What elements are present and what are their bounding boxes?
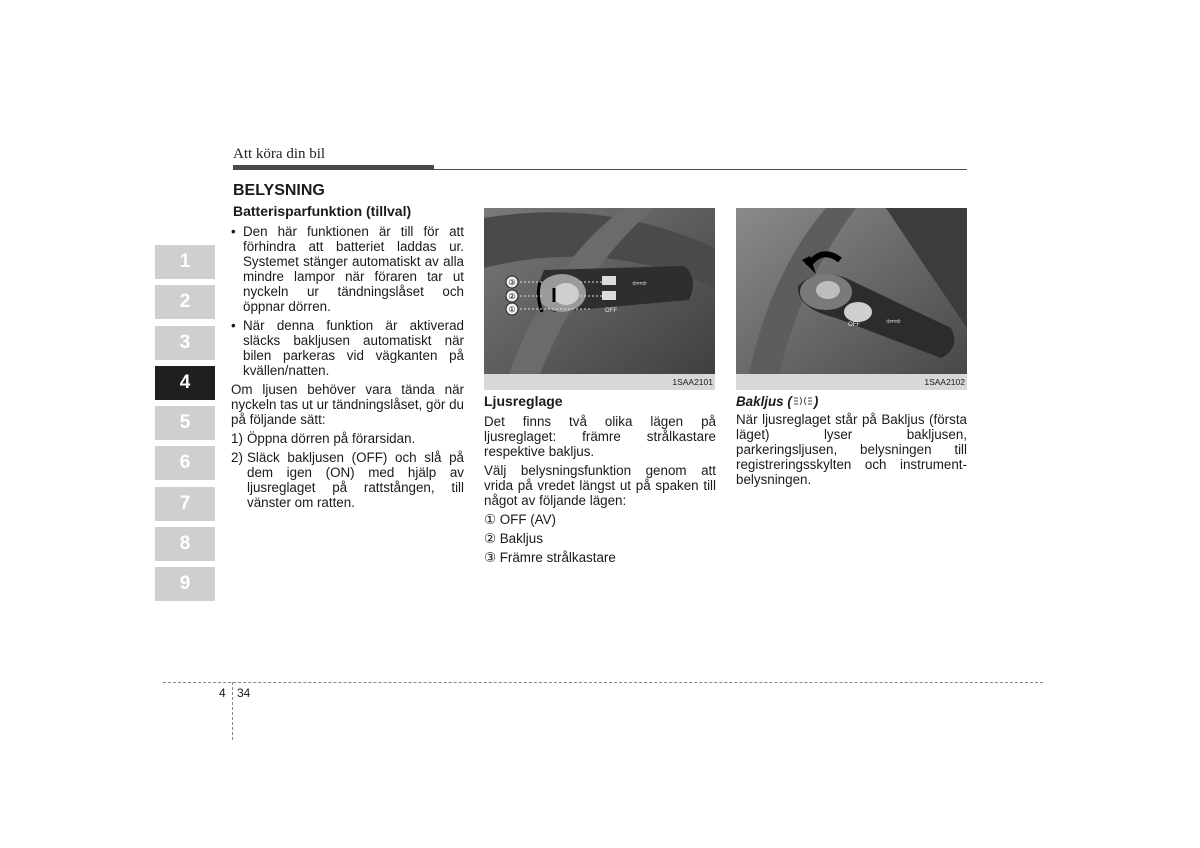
svg-text:⇦⇨: ⇦⇨	[886, 316, 902, 326]
light-switch-title: Ljusreglage	[484, 393, 563, 409]
header-rule	[434, 169, 967, 170]
intro-paragraph: Om ljusen behöver vara tända när nyckeln tas ut ur tändningslåset, gör du på följande sätt:	[231, 382, 464, 427]
chapter-tab-5[interactable]: 5	[155, 406, 215, 440]
tail-light-illustration	[736, 208, 967, 390]
step-item	[231, 431, 464, 446]
step-text: Öppna dörren på förarsidan.	[247, 431, 416, 446]
bullet-text: Den här funktionen är till för att förhindra att batteriet laddas ur. Systemet stänger automatiskt av alla mindre lampor när föraren tar ut nyckeln ur tändningslåset och öppnar dörren.	[243, 224, 464, 314]
chapter-tab-6[interactable]: 6	[155, 446, 215, 480]
footer-rule	[163, 682, 1043, 683]
figure-code: 1SAA2101	[484, 374, 715, 390]
chapter-tabs	[155, 245, 215, 608]
chapter-tab-3[interactable]: 3	[155, 326, 215, 360]
paragraph: Det finns två olika lägen på ljusreglaget: främre strålkastare respektive bakljus.	[484, 414, 716, 459]
light-switch-illustration	[484, 208, 715, 390]
position-2-label: ②	[508, 292, 516, 301]
running-header: Att köra din bil	[233, 146, 326, 162]
light-switch-figure	[484, 208, 715, 390]
position-1-label: ①	[508, 305, 516, 314]
paragraph: När ljusreglaget står på Bakljus (första läget) lyser bakljusen, parkeringsljusen, belysningen till registreringsskylten och instrumentbelysningen.	[736, 412, 967, 487]
bullet-mark: •	[231, 224, 236, 239]
battery-saver-title: Batterisparfunktion (tillval)	[233, 203, 412, 219]
bullet-mark: •	[231, 318, 236, 333]
svg-text:⇦⇨: ⇦⇨	[632, 278, 648, 288]
chapter-tab-9[interactable]: 9	[155, 567, 215, 601]
list-item: ① OFF (AV)	[484, 512, 557, 527]
footer-divider	[232, 682, 233, 740]
position-3-label: ③	[508, 278, 516, 287]
chapter-tab-4[interactable]: 4	[155, 366, 215, 400]
list-item	[231, 224, 464, 314]
off-label: OFF	[848, 322, 860, 328]
chapter-tab-2[interactable]: 2	[155, 285, 215, 319]
paragraph: Välj belysningsfunktion genom att vrida på vredet längst ut på spaken till något av följande lägen:	[484, 463, 716, 508]
footer-page-number: 34	[237, 686, 251, 700]
step-number: 2)	[231, 450, 243, 465]
column-tail-light	[736, 394, 967, 491]
column-battery-saver	[231, 183, 464, 514]
tail-light-figure	[736, 208, 967, 390]
list-item: ② Bakljus	[484, 531, 543, 546]
tail-light-icon	[792, 395, 814, 407]
bullet-text: När denna funktion är aktiverad släcks bakljusen automatiskt när bilen parkeras vid vägkanten på kvällen/natten.	[243, 318, 464, 378]
tail-light-title-suffix: )	[813, 394, 819, 409]
section-title: BELYSNING	[233, 182, 325, 199]
list-item	[231, 318, 464, 378]
tail-light-title-prefix: Bakljus (	[736, 394, 792, 409]
step-text: Släck bakljusen (OFF) och slå på dem igen (ON) med hjälp av ljusreglaget på rattstången, till vänster om ratten.	[247, 450, 464, 510]
chapter-tab-1[interactable]: 1	[155, 245, 215, 279]
column-light-switch	[484, 394, 716, 569]
step-item	[231, 450, 464, 510]
position-list	[484, 512, 716, 565]
chapter-tab-7[interactable]: 7	[155, 487, 215, 521]
chapter-tab-8[interactable]: 8	[155, 527, 215, 561]
figure-code: 1SAA2102	[736, 374, 967, 390]
off-label: OFF	[605, 308, 617, 314]
footer-chapter-number: 4	[219, 686, 226, 700]
header-bar	[233, 165, 434, 170]
list-item: ③ Främre strålkastare	[484, 550, 616, 565]
step-number: 1)	[231, 431, 243, 446]
tail-light-title	[736, 394, 967, 409]
